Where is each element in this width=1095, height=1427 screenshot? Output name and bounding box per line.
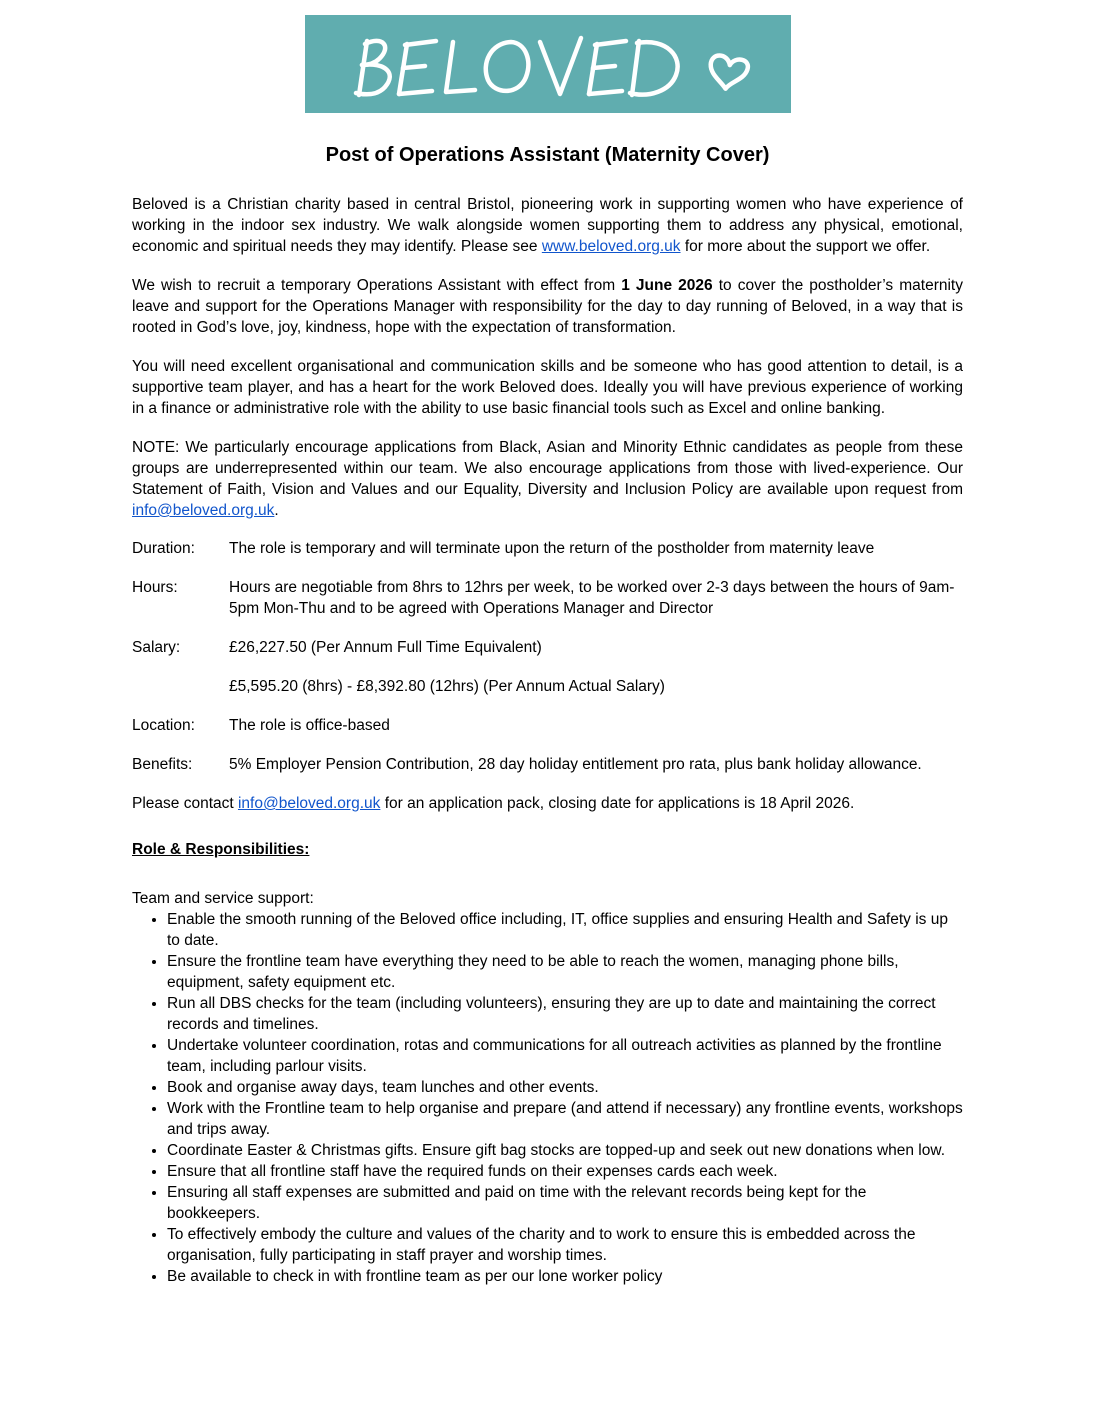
- team-support-subheading: Team and service support:: [132, 890, 314, 907]
- paragraph-text: for more about the support we offer.: [680, 238, 931, 255]
- paragraph-text: for an application pack, closing date for applications is 18 April 2026.: [380, 795, 855, 812]
- detail-label: [132, 676, 229, 697]
- paragraph-text: We wish to recruit a temporary Operations Assistant with effect from: [132, 277, 622, 294]
- start-date-emphasis: 1 June 2026: [621, 277, 713, 294]
- role-responsibilities-heading: Role & Responsibilities:: [132, 841, 310, 858]
- about-paragraph: [132, 194, 963, 257]
- recruit-paragraph: [132, 275, 963, 338]
- list-item: • Be available to check in with frontline team as per our lone worker policy: [167, 1266, 963, 1287]
- info-email-link[interactable]: info@beloved.org.uk: [132, 502, 275, 519]
- paragraph-text: Beloved is a Christian charity based in central Bristol, pioneering work in supporting women who have experience of working in the indoor sex industry. We walk alongside women supporting them to address any physical, emotional, economic and spiritual needs they may identify. Please see: [132, 196, 963, 255]
- list-item: • Enable the smooth running of the Beloved office including, IT, office supplies and ensuring Health and Safety is up to date.: [167, 909, 963, 951]
- detail-label: Salary:: [132, 639, 181, 656]
- note-paragraph: [132, 437, 963, 521]
- detail-label: Hours:: [132, 579, 178, 596]
- list-item: • Run all DBS checks for the team (including volunteers), ensuring they are up to date and maintaining the correct records and timelines.: [167, 993, 963, 1035]
- detail-row-hours: [132, 577, 963, 619]
- list-item: • Ensure the frontline team have everything they need to be able to reach the women, managing phone bills, equipment, safety equipment etc.: [167, 951, 963, 993]
- detail-label: Duration:: [132, 540, 195, 557]
- detail-label: Benefits:: [132, 756, 193, 773]
- paragraph-text: .: [274, 502, 279, 519]
- detail-value: £5,595.20 (8hrs) - £8,392.80 (12hrs) (Per Annum Actual Salary): [229, 678, 665, 695]
- paragraph-text: Please contact: [132, 795, 238, 812]
- detail-row-salary: [132, 637, 963, 658]
- list-item: • Ensuring all staff expenses are submitted and paid on time with the relevant records being kept for the bookkeepers.: [167, 1182, 963, 1224]
- detail-value: Hours are negotiable from 8hrs to 12hrs per week, to be worked over 2-3 days between the hours of 9am-5pm Mon-Thu and to be agreed with Operations Manager and Director: [229, 579, 955, 617]
- detail-row-duration: [132, 538, 963, 559]
- page-title: Post of Operations Assistant (Maternity Cover): [325, 144, 770, 166]
- detail-row-location: [132, 715, 963, 736]
- list-item: • To effectively embody the culture and values of the charity and to work to ensure this is embedded across the organisation, fully participating in staff prayer and worship times.: [167, 1224, 963, 1266]
- detail-value: £26,227.50 (Per Annum Full Time Equivalent): [229, 639, 542, 656]
- detail-row-salary-actual: [132, 676, 963, 697]
- paragraph-text: NOTE: We particularly encourage applications from Black, Asian and Minority Ethnic candidates as people from these groups are underrepresented within our team. We also encourage applications from those with lived-experience. Our Statement of Faith, Vision and Values and our Equality, Diversity and Inclusion Policy are available upon request from: [132, 439, 963, 498]
- info-email-link[interactable]: info@beloved.org.uk: [237, 795, 381, 812]
- paragraph-text: to cover the postholder’s maternity leave and support for the Operations Manager with responsibility for the day to day running of Beloved, in a way that is rooted in God’s love, joy, kindness, hope with the expectation of transformation.: [132, 277, 963, 336]
- detail-value: 5% Employer Pension Contribution, 28 day holiday entitlement pro rata, plus bank holiday allowance.: [229, 756, 922, 773]
- list-item: • Ensure that all frontline staff have the required funds on their expenses cards each week.: [167, 1161, 963, 1182]
- detail-label: Location:: [132, 717, 195, 734]
- detail-value: The role is temporary and will terminate upon the return of the postholder from maternity leave: [229, 540, 875, 557]
- logo-letters: [356, 38, 678, 95]
- detail-value: The role is office-based: [229, 717, 390, 734]
- list-item: • Work with the Frontline team to help organise and prepare (and attend if necessary) any frontline events, workshops and trips away.: [167, 1098, 963, 1140]
- list-item: • Undertake volunteer coordination, rotas and communications for all outreach activities as planned by the frontline team, including parlour visits.: [167, 1035, 963, 1077]
- responsibilities-list: [132, 909, 963, 1287]
- list-item: • Coordinate Easter & Christmas gifts. Ensure gift bag stocks are topped-up and seek out new donations when low.: [167, 1140, 963, 1161]
- heart-icon: [707, 54, 748, 91]
- list-item: • Book and organise away days, team lunches and other events.: [167, 1077, 963, 1098]
- beloved-logo-banner: [305, 15, 791, 113]
- job-details-list: [132, 538, 963, 775]
- contact-paragraph: [132, 793, 963, 814]
- detail-row-benefits: [132, 754, 963, 775]
- beloved-logo: [305, 15, 791, 113]
- skills-paragraph: You will need excellent organisational and communication skills and be someone who has good attention to detail, is a supportive team player, and has a heart for the work Beloved does. Ideally you will have previous experience of working in a finance or administrative role with the ability to use basic financial tools such as Excel and online banking.: [132, 358, 963, 417]
- beloved-website-link[interactable]: www.beloved.org.uk: [541, 238, 681, 255]
